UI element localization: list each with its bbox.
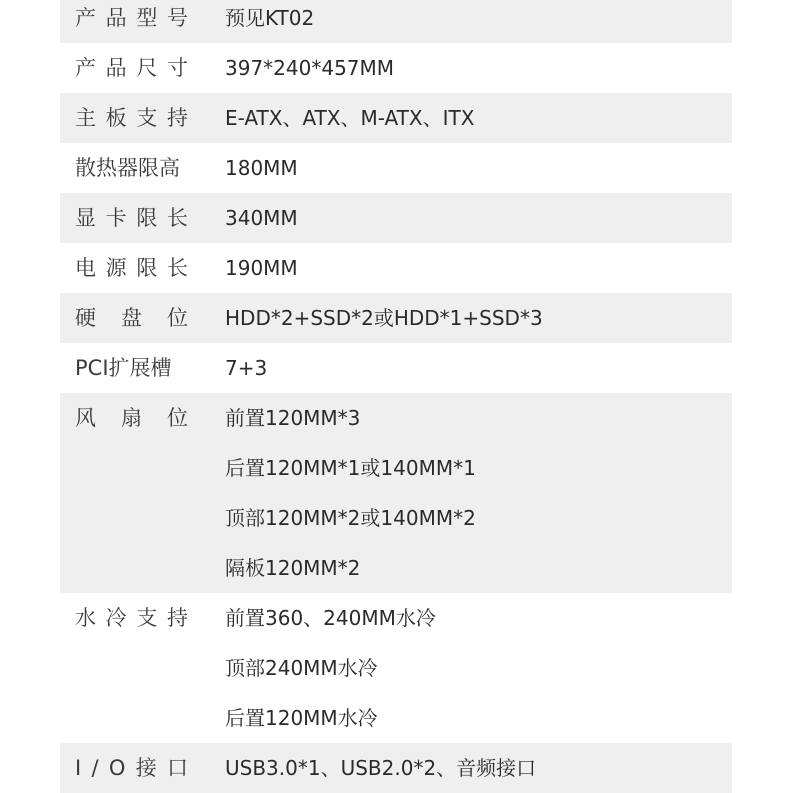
spec-values [225, 293, 732, 343]
spec-value: 顶部240MM水冷 [225, 656, 378, 680]
spec-values [225, 343, 732, 393]
spec-value: 180MM [225, 156, 298, 180]
spec-label-text: 风 扇 位 [75, 406, 188, 430]
spec-value: 190MM [225, 256, 298, 280]
spec-value: E-ATX、ATX、M-ATX、ITX [225, 106, 475, 130]
spec-row [60, 193, 732, 243]
spec-value: USB3.0*1、USB2.0*2、音频接口 [225, 756, 537, 780]
spec-value: 340MM [225, 206, 298, 230]
spec-label-text: PCI扩展槽 [75, 356, 172, 380]
spec-row [60, 293, 732, 343]
spec-label [60, 43, 225, 93]
spec-value: 7+3 [225, 356, 268, 380]
spec-value: 后置120MM水冷 [225, 706, 378, 730]
spec-row [60, 43, 732, 93]
spec-row [60, 593, 732, 743]
spec-row [60, 343, 732, 393]
spec-row [60, 243, 732, 293]
spec-label-text: 散热器限高 [75, 156, 180, 180]
spec-label-text: 水 冷 支 持 [75, 606, 188, 630]
spec-label [60, 0, 225, 43]
spec-values [225, 93, 732, 143]
spec-label-text: 产 品 尺 寸 [75, 56, 188, 80]
spec-label [60, 393, 225, 443]
spec-value: 前置360、240MM水冷 [225, 606, 436, 630]
spec-values [225, 593, 732, 743]
spec-label [60, 293, 225, 343]
spec-values [225, 243, 732, 293]
spec-row [60, 743, 732, 793]
spec-label-text: 主 板 支 持 [75, 106, 188, 130]
spec-value: 397*240*457MM [225, 56, 395, 80]
spec-label-text: 产 品 型 号 [75, 6, 188, 30]
spec-label [60, 93, 225, 143]
spec-label-text: 电 源 限 长 [75, 256, 188, 280]
spec-row [60, 93, 732, 143]
spec-label [60, 593, 225, 643]
spec-values [225, 143, 732, 193]
spec-value: 后置120MM*1或140MM*1 [225, 456, 476, 480]
spec-label-text: I / O 接 口 [75, 756, 188, 780]
spec-label-text: 显 卡 限 长 [75, 206, 188, 230]
spec-label-text: 硬 盘 位 [75, 306, 188, 330]
spec-value: 前置120MM*3 [225, 406, 361, 430]
spec-label [60, 243, 225, 293]
spec-values [225, 743, 732, 793]
spec-value: HDD*2+SSD*2或HDD*1+SSD*3 [225, 306, 543, 330]
spec-label [60, 743, 225, 793]
spec-value: 顶部120MM*2或140MM*2 [225, 506, 476, 530]
spec-label [60, 143, 225, 193]
spec-row [60, 143, 732, 193]
spec-label [60, 193, 225, 243]
spec-value: 隔板120MM*2 [225, 556, 361, 580]
spec-row [60, 393, 732, 593]
spec-row [60, 0, 732, 43]
spec-values [225, 193, 732, 243]
spec-table [60, 0, 732, 793]
spec-value: 预见KT02 [225, 6, 315, 30]
spec-values [225, 393, 732, 593]
spec-label [60, 343, 225, 393]
spec-values [225, 0, 732, 43]
spec-values [225, 43, 732, 93]
